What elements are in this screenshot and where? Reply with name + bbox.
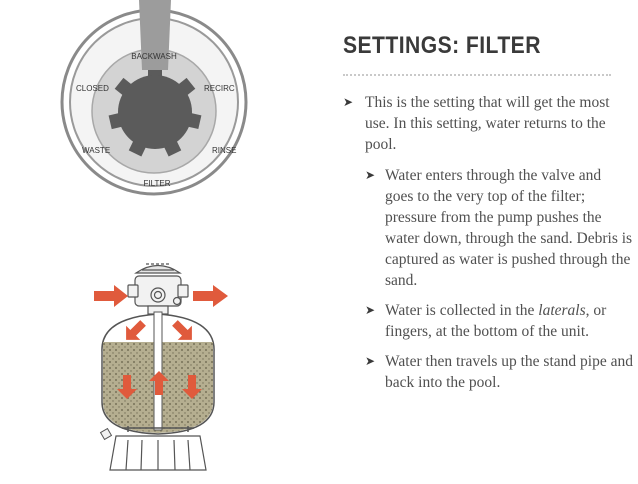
inlet-arrow bbox=[94, 285, 128, 307]
bullet-text: This is the setting that will get the most use. In this setting, water returns to the pool. bbox=[365, 94, 610, 153]
label-rinse: RINSE bbox=[212, 146, 237, 155]
bullet-text: Water then travels up the stand pipe and back into the pool. bbox=[385, 353, 633, 391]
bullet-item-1 bbox=[343, 92, 633, 155]
bullet-arrow-icon: ➤ bbox=[365, 168, 376, 182]
bullet-arrow-icon: ➤ bbox=[365, 303, 376, 317]
label-recirc: RECIRC bbox=[204, 84, 235, 93]
bullet-text: Water enters through the valve and goes to the very top of the filter; pressure from the pump pushes the water down, through the sand. Debris is captured as water is pushed through the sand. bbox=[385, 167, 633, 289]
bullet-arrow-icon: ➤ bbox=[365, 354, 376, 368]
tank-base bbox=[110, 436, 206, 470]
label-closed: CLOSED bbox=[76, 84, 109, 93]
label-filter: FILTER bbox=[143, 179, 171, 188]
title-divider bbox=[343, 74, 611, 76]
tank-valve-head bbox=[128, 264, 188, 314]
label-backwash: BACKWASH bbox=[131, 52, 177, 61]
bullet-item-4 bbox=[343, 351, 633, 393]
bullet-item-2 bbox=[343, 165, 633, 291]
bullet-arrow-icon: ➤ bbox=[343, 95, 354, 109]
bullet-list bbox=[343, 92, 633, 402]
bullet-item-3 bbox=[343, 300, 633, 342]
laterals-term: laterals bbox=[538, 302, 586, 319]
page-title: SETTINGS: FILTER bbox=[343, 32, 541, 59]
stand-pipe bbox=[154, 312, 162, 430]
valve-dial bbox=[62, 0, 246, 194]
label-waste: WASTE bbox=[82, 146, 111, 155]
bullet-text: Water is collected in the laterals, or fingers, at the bottom of the unit. bbox=[385, 302, 607, 340]
outlet-arrow bbox=[193, 285, 228, 307]
drain-plug bbox=[101, 429, 112, 440]
